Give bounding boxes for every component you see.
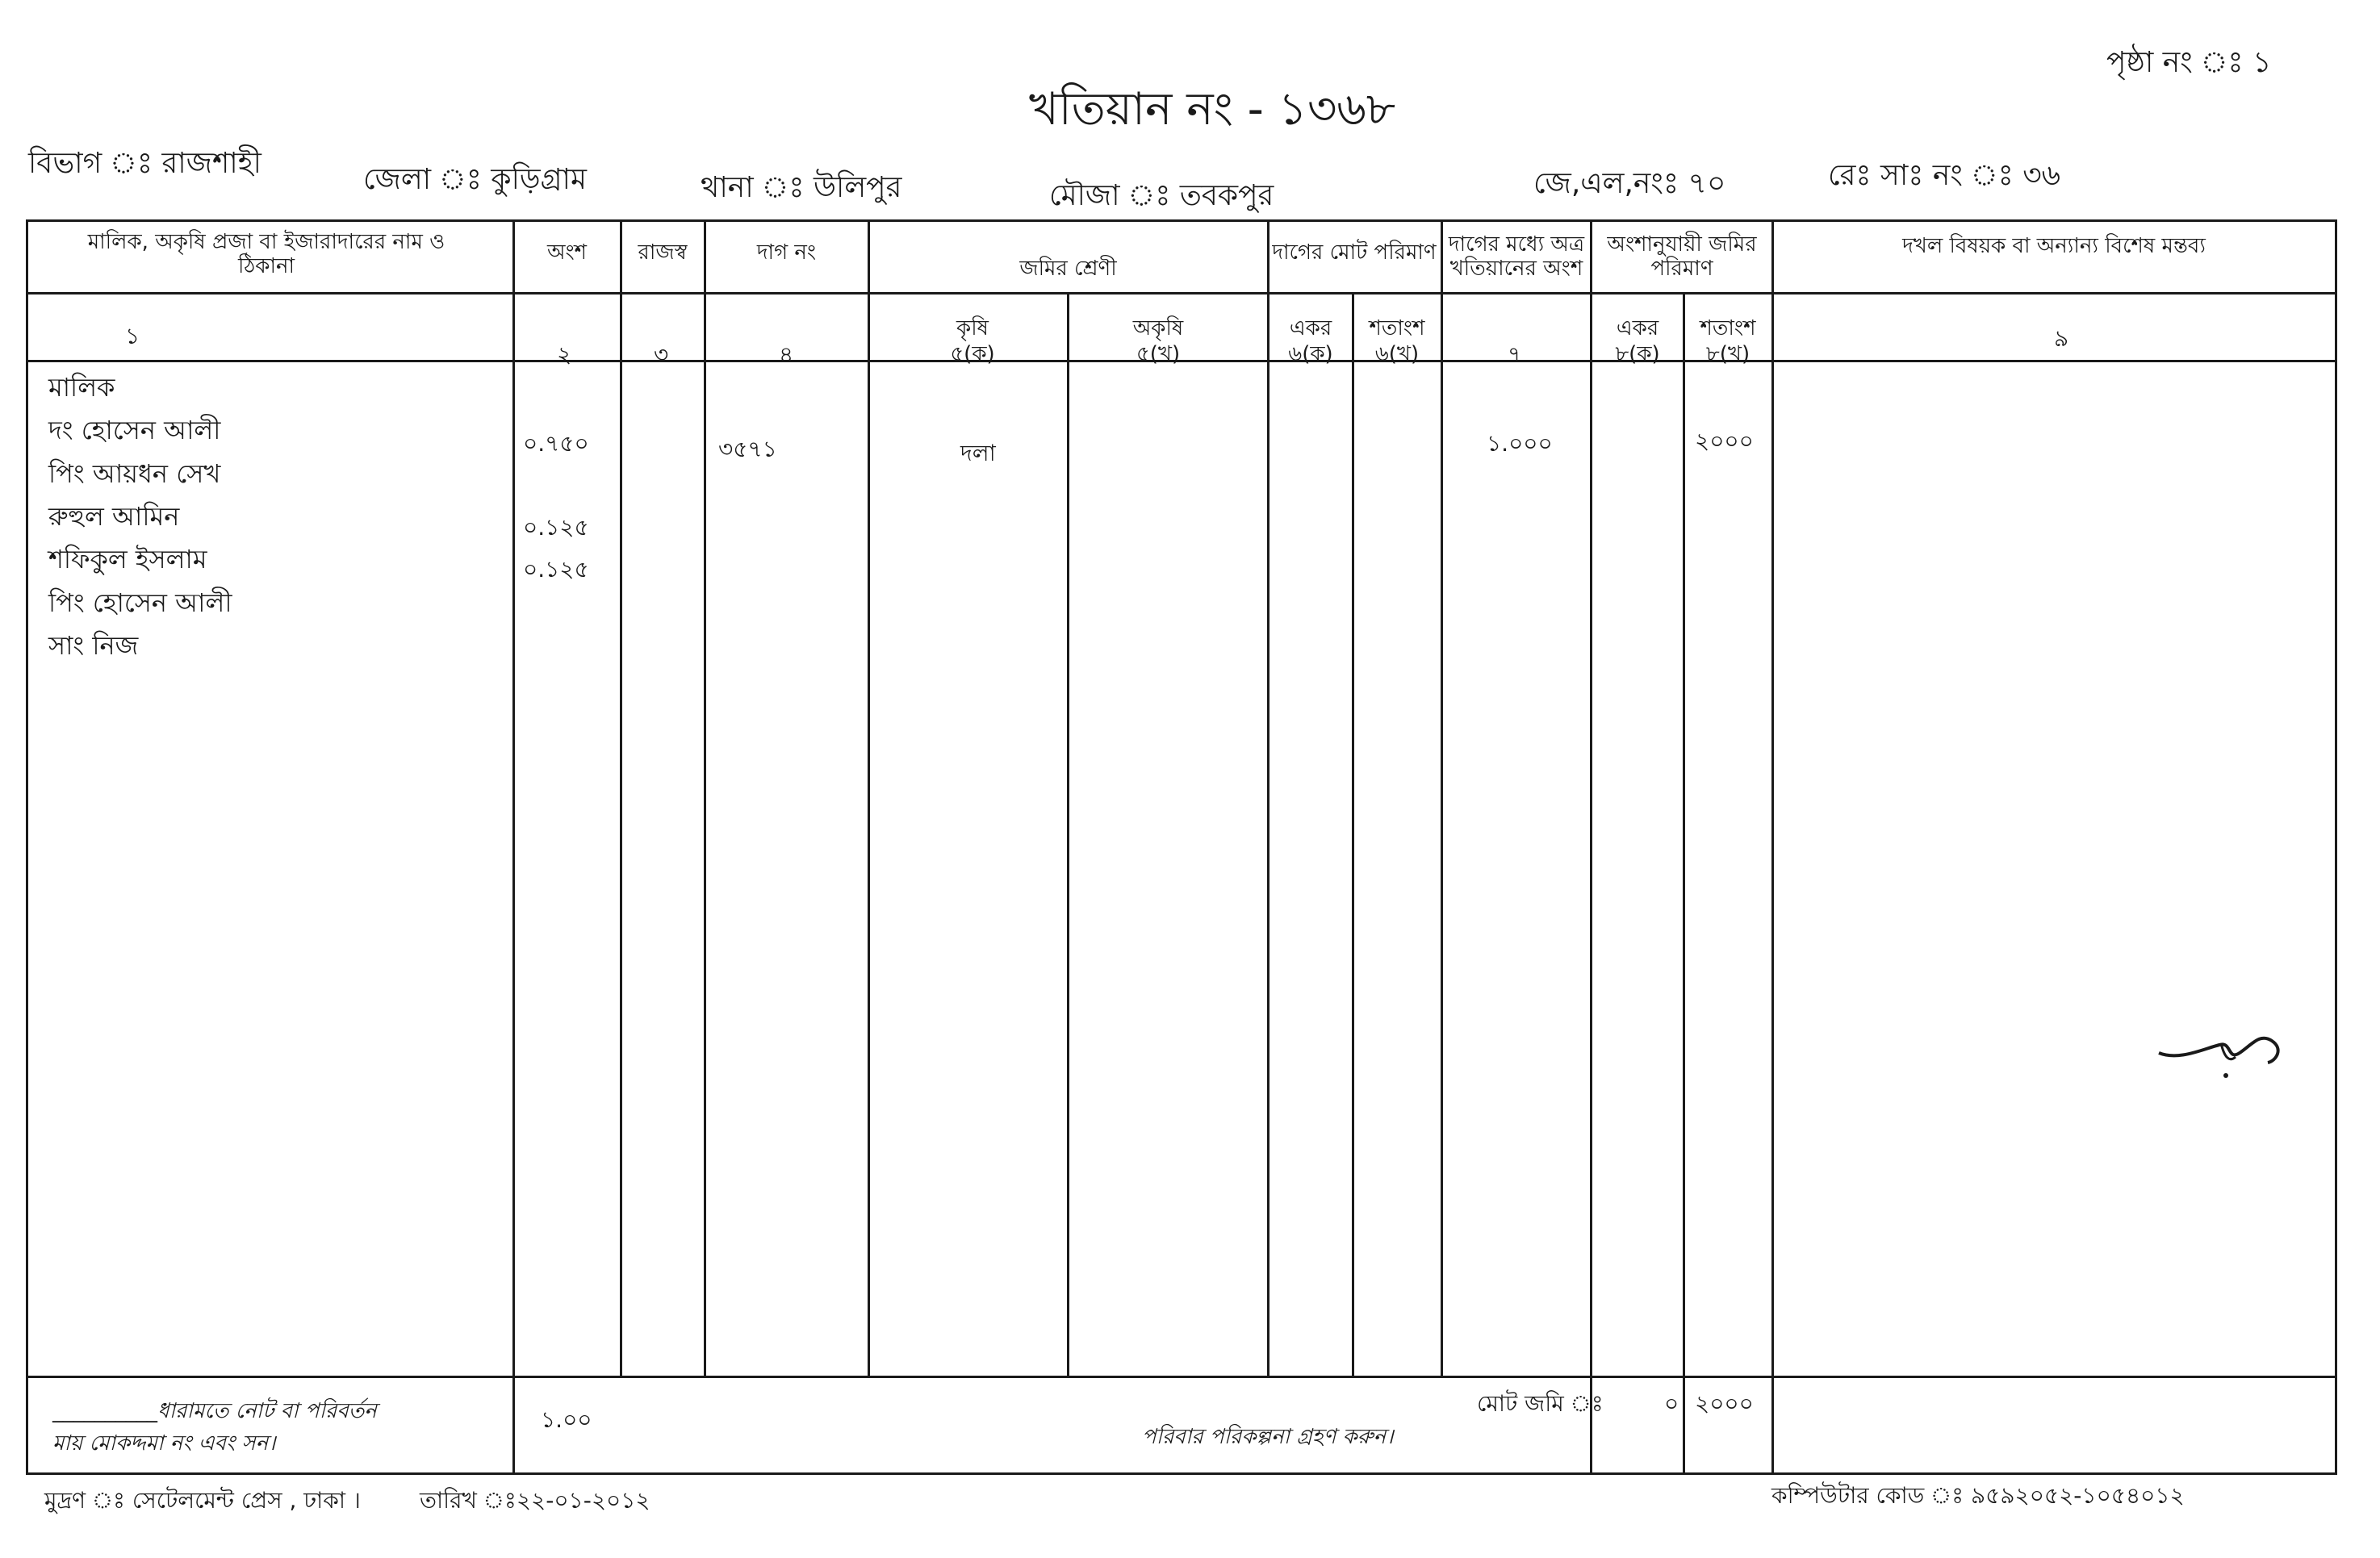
subheader-5kh-label: অকৃষি (1132, 316, 1184, 340)
col-header-share-land: অংশানুযায়ী জমির পরিমাণ (1607, 232, 1757, 281)
col-divider (704, 219, 706, 1376)
owner-line: শফিকুল ইসলাম (48, 544, 207, 574)
col-divider (1441, 219, 1443, 1376)
dag-number: ৩৫৭১ (718, 436, 777, 462)
family-planning-slogan: পরিবার পরিকল্পনা গ্রহণ করুন। (1142, 1425, 1394, 1449)
subheader-1: ১ (125, 323, 140, 349)
area-decimal-value: ২০০০ (1695, 428, 1754, 454)
division: বিভাগ ঃ রাজশাহী (28, 147, 261, 180)
reg-number: রেঃ সাঃ নং ঃ ৩৬ (1828, 159, 2061, 192)
total-share: ১.০০ (541, 1406, 592, 1433)
col-divider (1771, 219, 1774, 1472)
khatian-table (26, 219, 2337, 1475)
jl-number: জে,এল,নংঃ ৭০ (1533, 167, 1726, 200)
col-header-dag-share: দাগের মধ্যে অত্র খতিয়ানের অংশ (1448, 232, 1585, 281)
subheader-6kh-label: শতাংশ (1369, 316, 1425, 340)
total-land-label: মোট জমি ঃ (1477, 1390, 1604, 1417)
col-header-dag-total: দাগের মোট পরিমাণ (1272, 240, 1437, 265)
total-decimal: ২০০০ (1695, 1390, 1754, 1417)
col-divider (1067, 292, 1069, 1376)
header-rule (26, 292, 2335, 294)
col-divider (1590, 219, 1592, 1472)
subheader-5kh: ৫(খ) (1136, 342, 1181, 366)
subheader-8k-label: একর (1616, 316, 1659, 340)
subheader-5k-label: কৃষি (956, 316, 989, 340)
subheader-7: ৭ (1508, 341, 1523, 368)
col-divider (512, 219, 515, 1472)
subheader-3: ৩ (654, 341, 669, 368)
subheader-6k: ৬(ক) (1288, 342, 1333, 366)
subheader-8kh: ৮(খ) (1705, 342, 1750, 366)
share-value: ০.১২৫ (523, 556, 589, 583)
signature (2155, 1013, 2292, 1085)
col-divider (1683, 292, 1685, 1472)
subheader-5k: ৫(ক) (950, 342, 995, 366)
col-divider (620, 219, 622, 1376)
owner-line: পিং হোসেন আলী (48, 587, 232, 618)
col-header-revenue: রাজস্ব (638, 240, 688, 265)
owner-line: পিং আয়ধন সেখ (48, 458, 221, 489)
subheader-6k-label: একর (1289, 316, 1332, 340)
col-header-remarks: দখল বিষয়ক বা অন্যান্য বিশেষ মন্তব্য (1902, 234, 2206, 258)
printer-info: মুদ্রণ ঃ সেটেলমেন্ট প্রেস , ঢাকা । (44, 1487, 361, 1514)
total-acre: ০ (1664, 1390, 1679, 1417)
share-value: ০.৭৫০ (523, 430, 589, 457)
note-line-2: মায় মোকদ্দমা নং এবং সন। (52, 1431, 276, 1456)
subheader-4: ৪ (779, 341, 794, 368)
subheader-8kh-label: শতাংশ (1700, 316, 1756, 340)
mouza: মৌজা ঃ তবকপুর (1049, 179, 1274, 212)
district: জেলা ঃ কুড়িগ্রাম (363, 163, 587, 196)
col-divider (1352, 292, 1354, 1376)
col-header-land-class: জমির শ্রেণী (1019, 257, 1117, 281)
subheader-8k: ৮(ক) (1615, 342, 1660, 366)
owner-line: রুহুল আমিন (48, 501, 180, 532)
computer-code: কম্পিউটার কোড ঃ ৯৫৯২০৫২-১০৫৪০১২ (1771, 1482, 2185, 1509)
col-header-dag: দাগ নং (756, 240, 817, 265)
subheader-2: ২ (557, 341, 572, 368)
col-divider (868, 219, 870, 1376)
subheader-6kh: ৬(খ) (1374, 342, 1420, 366)
print-date: তারিখ ঃ২২-০১-২০১২ (420, 1487, 650, 1514)
col-header-share: অংশ (546, 240, 588, 265)
thana: থানা ঃ উলিপুর (701, 171, 902, 204)
owner-line: মালিক (48, 372, 115, 403)
col-divider (1267, 219, 1269, 1376)
share-value: ০.১২৫ (523, 514, 589, 541)
footer-rule (26, 1376, 2335, 1378)
dag-share-value: ১.০০০ (1487, 430, 1553, 457)
col-header-owner: মালিক, অকৃষি প্রজা বা ইজারাদারের নাম ও ঠিকানা (87, 230, 445, 278)
owner-line: দং হোসেন আলী (48, 415, 221, 445)
subheader-9: ৯ (2054, 325, 2069, 352)
land-class-value: দলা (960, 440, 996, 466)
owner-line: সাং নিজ (48, 630, 139, 661)
khatian-title: খতিয়ান নং - ১৩৬৮ (1029, 83, 1396, 136)
page-number: পৃষ্ঠা নং ঃ ১ (2106, 46, 2272, 79)
note-line-1: __________ধারামতে নোট বা পরিবর্তন (52, 1399, 377, 1423)
